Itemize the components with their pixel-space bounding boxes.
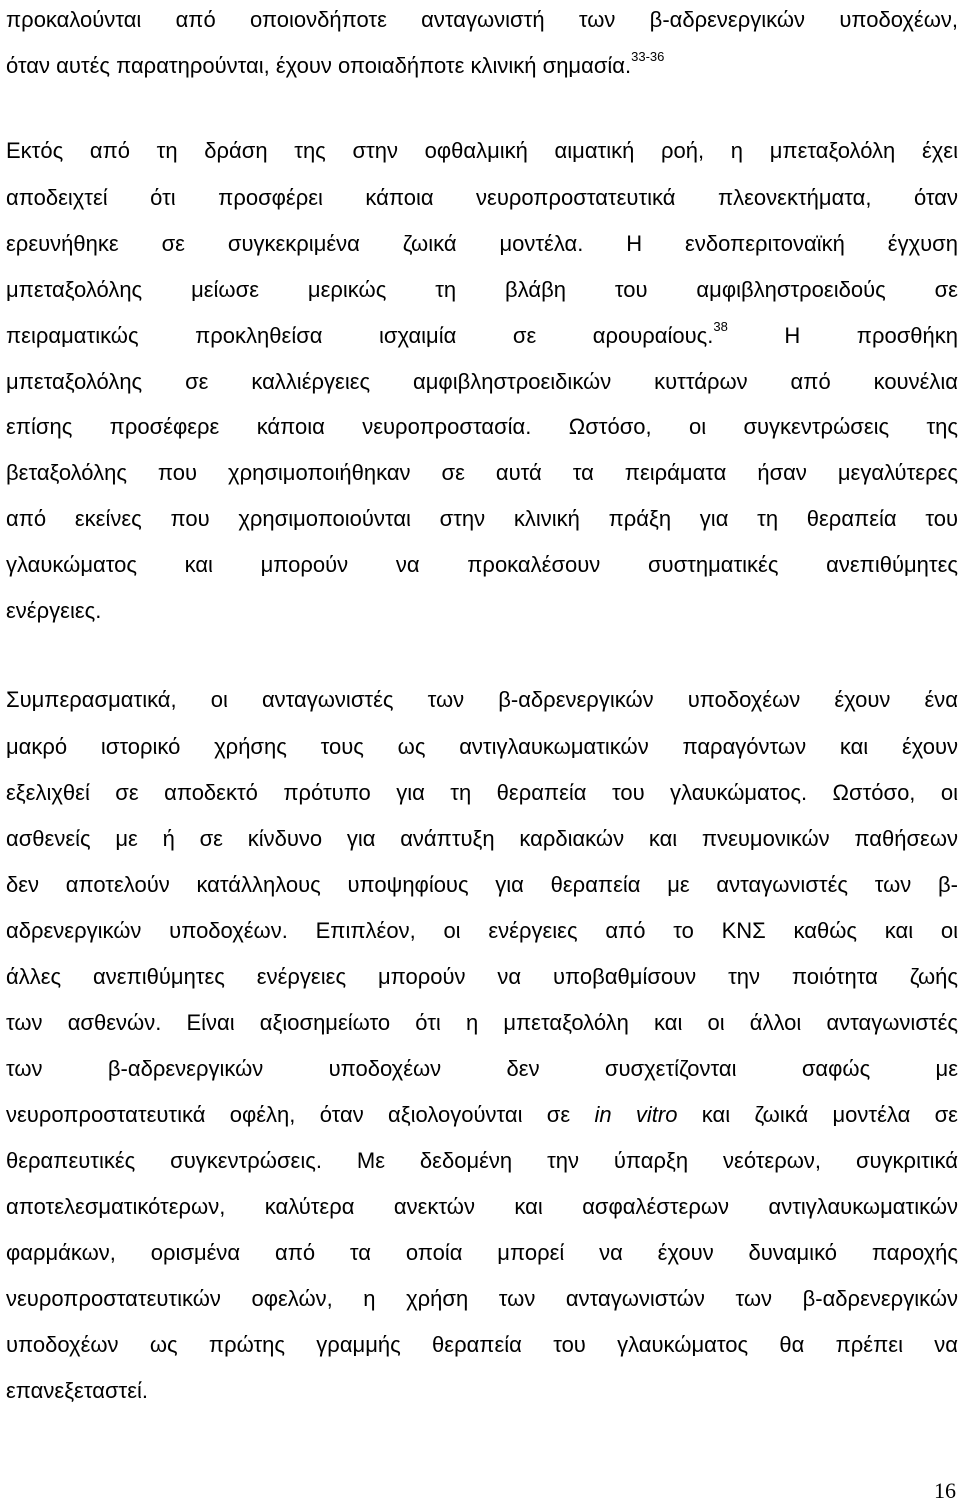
paragraph-3-line-6: αδρενεργικών υποδοχέων. Επιπλέον, οι ενέργειες από το ΚΝΣ καθώς και οι [6, 918, 958, 943]
paragraph-1-line-2: όταν αυτές παρατηρούνται, έχουν οποιαδήποτε κλινική σημασία.$^{33-36}$ [6, 48, 665, 78]
paragraph-2-line-6: μπεταξολόλης σε καλλιέργειες αμφιβληστροειδικών κυττάρων από κουνέλια [6, 369, 958, 394]
paragraph-2-line-1: Εκτός από τη δράση της στην οφθαλμική αιματική ροή, η μπεταξολόλη έχει [6, 138, 958, 163]
paragraph-2-line-9: από εκείνες που χρησιμοποιούνται στην κλινική πράξη για τη θεραπεία του [6, 506, 958, 531]
paragraph-1-line-1: προκαλούνται από οποιονδήποτε ανταγωνιστή των β-αδρενεργικών υποδοχέων, [6, 7, 958, 32]
paragraph-2-line-7: επίσης προσέφερε κάποια νευροπροστασία. Ωστόσο, οι συγκεντρώσεις της [6, 414, 958, 439]
paragraph-2-line-4: μπεταξολόλης μείωσε μερικώς τη βλάβη του αμφιβληστροειδούς σε [6, 277, 958, 302]
page-number: 16 [934, 1478, 956, 1503]
paragraph-3-line-16: επανεξεταστεί. [6, 1378, 149, 1403]
paragraph-3-line-14: νευροπροστατευτικών οφελών, η χρήση των ανταγωνιστών των β-αδρενεργικών [6, 1286, 958, 1311]
paragraph-3-line-10: νευροπροστατευτικά οφέλη, όταν αξιολογούνται σε in vitro και ζωικά μοντέλα σε [6, 1102, 958, 1127]
paragraph-3-line-12: αποτελεσματικότερων, καλύτερα ανεκτών και ασφαλέστερων αντιγλαυκωματικών [6, 1194, 958, 1219]
paragraph-3-line-3: εξελιχθεί σε αποδεκτό πρότυπο για τη θεραπεία του γλαυκώματος. Ωστόσο, οι [6, 780, 958, 805]
paragraph-3-line-13: φαρμάκων, ορισμένα από τα οποία μπορεί να έχουν δυναμικό παροχής [6, 1240, 958, 1265]
citation-superscript: 33-36 [631, 48, 665, 64]
paragraph-3-line-8: των ασθενών. Είναι αξιοσημείωτο ότι η μπεταξολόλη και οι άλλοι ανταγωνιστές [6, 1010, 958, 1035]
paragraph-3-line-9: των β-αδρενεργικών υποδοχέων δεν συσχετίζονται σαφώς με [6, 1056, 958, 1081]
italic-term: in vitro [594, 1102, 678, 1127]
paragraph-3-line-7: άλλες ανεπιθύμητες ενέργειες μπορούν να υποβαθμίσουν την ποιότητα ζωής [6, 964, 958, 989]
paragraph-3-line-5: δεν αποτελούν κατάλληλους υποψηφίους για θεραπεία με ανταγωνιστές των β- [6, 872, 958, 897]
paragraph-2-line-10: γλαυκώματος και μπορούν να προκαλέσουν συστηματικές ανεπιθύμητες [6, 552, 958, 577]
paragraph-2-line-3: ερευνήθηκε σε συγκεκριμένα ζωικά μοντέλα. Η ενδοπεριτοναϊκή έγχυση [6, 231, 958, 256]
paragraph-3-line-11: θεραπευτικές συγκεντρώσεις. Με δεδομένη την ύπαρξη νεότερων, συγκριτικά [6, 1148, 958, 1173]
paragraph-2-line-8: βεταξολόλης που χρησιμοποιήθηκαν σε αυτά τα πειράματα ήσαν μεγαλύτερες [6, 460, 958, 485]
paragraph-2-line-2: αποδειχτεί ότι προσφέρει κάποια νευροπροστατευτικά πλεονεκτήματα, όταν [6, 185, 958, 210]
paragraph-2-line-5: πειραματικώς προκληθείσα ισχαιμία σε αρουραίους.$^{38}$ Η προσθήκη [6, 318, 959, 348]
paragraph-3-line-15: υποδοχέων ως πρώτης γραμμής θεραπεία του γλαυκώματος θα πρέπει να [6, 1332, 958, 1357]
citation-superscript: 38 [713, 318, 728, 334]
paragraph-3-line-4: ασθενείς με ή σε κίνδυνο για ανάπτυξη καρδιακών και πνευμονικών παθήσεων [6, 826, 958, 851]
paragraph-3-line-1: Συμπερασματικά, οι ανταγωνιστές των β-αδρενεργικών υποδοχέων έχουν ένα [6, 687, 958, 712]
paragraph-3-line-2: μακρό ιστορικό χρήσης τους ως αντιγλαυκωματικών παραγόντων και έχουν [6, 734, 958, 759]
paragraph-2-line-11: ενέργειες. [6, 598, 102, 623]
